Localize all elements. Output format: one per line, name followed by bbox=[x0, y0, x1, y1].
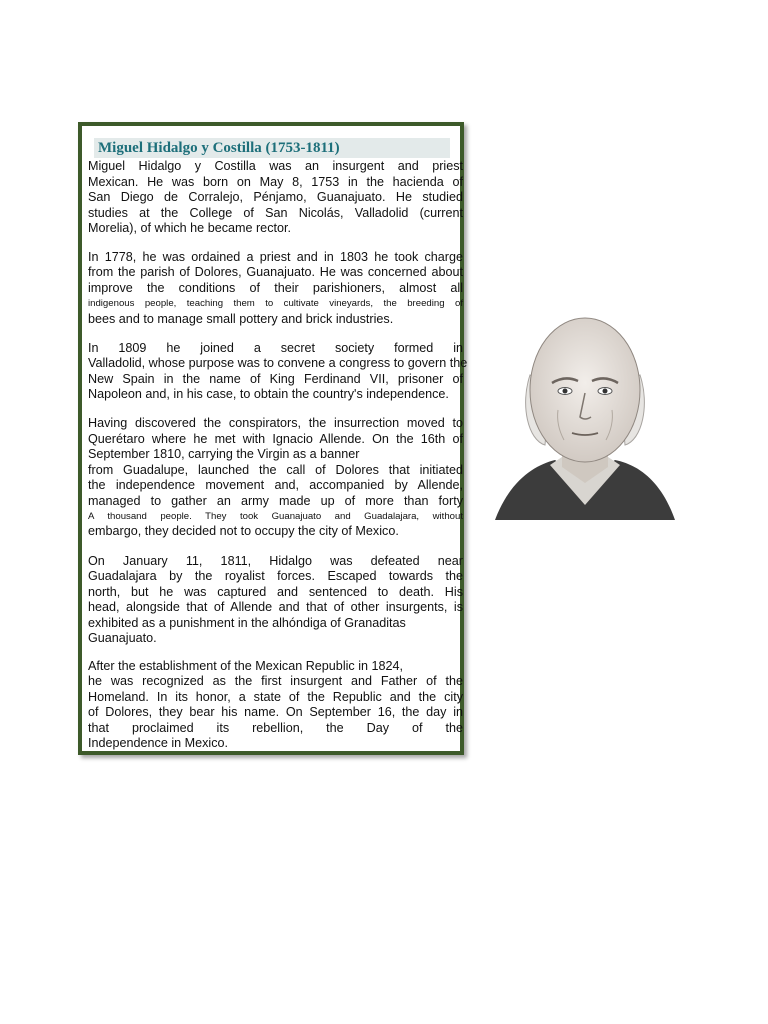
text-line: exhibited as a punishment in the alhóndiga of Granaditas bbox=[88, 616, 406, 630]
text-line: Having discovered the conspirators, the insurrection moved to bbox=[88, 416, 463, 430]
hidalgo-portrait-icon bbox=[490, 305, 680, 520]
text-line: Guadalajara by the royalist forces. Escaped towards the bbox=[88, 569, 463, 583]
text-line: studies at the College of San Nicolás, Valladolid (current bbox=[88, 206, 463, 220]
text-line: of Dolores, they bear his name. On September 16, the day in bbox=[88, 705, 463, 719]
text-line: from the parish of Dolores, Guanajuato. He was concerned about bbox=[88, 265, 463, 279]
text-line: Mexican. He was born on May 8, 1753 in the hacienda of bbox=[88, 175, 463, 189]
text-line: Querétaro where he met with Ignacio Allende. On the 16th of bbox=[88, 432, 463, 446]
text-line: After the establishment of the Mexican Republic in 1824, bbox=[88, 659, 404, 673]
text-line: New Spain in the name of King Ferdinand VII, prisoner of bbox=[88, 372, 463, 386]
text-line: indigenous people, teaching them to cultivate vineyards, the breeding of bbox=[88, 298, 463, 309]
text-line: In 1809 he joined a secret society formed in bbox=[88, 341, 463, 355]
text-line: he was recognized as the first insurgent and Father of the bbox=[88, 674, 463, 688]
hidalgo-portrait-image bbox=[490, 305, 680, 520]
text-line: Morelia), of which he became rector. bbox=[88, 221, 291, 235]
text-line: Napoleon and, in his case, to obtain the country's independence. bbox=[88, 387, 449, 401]
text-line: In 1778, he was ordained a priest and in 1803 he took charge bbox=[88, 250, 463, 264]
text-line: managed to gather an army made up of more than forty bbox=[88, 494, 463, 508]
article-card bbox=[78, 122, 468, 755]
article-title: Miguel Hidalgo y Costilla (1753-1811) bbox=[94, 138, 450, 158]
text-line: the independence movement and, accompanied by Allende, bbox=[88, 478, 463, 492]
text-line: from Guadalupe, launched the call of Dolores that initiated bbox=[88, 463, 463, 477]
text-line: that proclaimed its rebellion, the Day of the bbox=[88, 721, 463, 735]
text-line: San Diego de Corralejo, Pénjamo, Guanajuato. He studied bbox=[88, 190, 463, 204]
text-line: bees and to manage small pottery and brick industries. bbox=[88, 312, 394, 326]
text-line: improve the conditions of their parishioners, almost all bbox=[88, 281, 463, 295]
text-line: Valladolid, whose purpose was to convene a congress to govern the bbox=[88, 356, 468, 370]
text-line: north, but he was captured and sentenced to death. His bbox=[88, 585, 463, 599]
text-line: September 1810, carrying the Virgin as a banner bbox=[88, 447, 360, 461]
text-line: Miguel Hidalgo y Costilla was an insurgent and priest bbox=[88, 159, 463, 173]
text-line: Independence in Mexico. bbox=[88, 736, 229, 750]
text-line: A thousand people. They took Guanajuato and Guadalajara, without bbox=[88, 511, 463, 522]
text-line: head, alongside that of Allende and that of other insurgents, is bbox=[88, 600, 463, 614]
text-line: Homeland. In its honor, a state of the Republic and the city bbox=[88, 690, 463, 704]
text-line: Guanajuato. bbox=[88, 631, 157, 645]
text-line: On January 11, 1811, Hidalgo was defeated near bbox=[88, 554, 463, 568]
text-line: embargo, they decided not to occupy the city of Mexico. bbox=[88, 524, 399, 538]
